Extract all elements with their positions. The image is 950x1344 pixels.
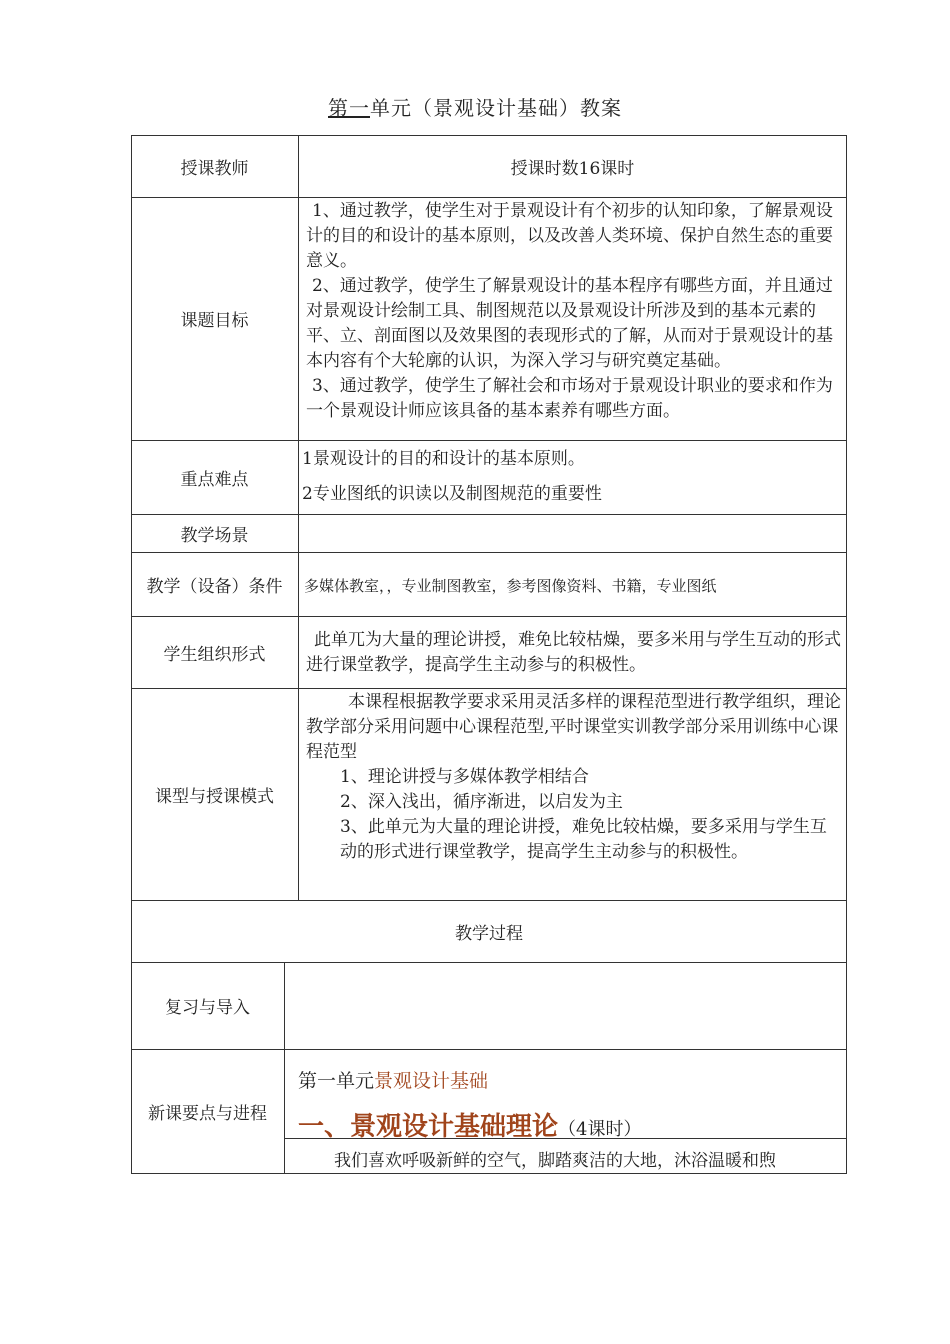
unit-name: 景观设计基础: [374, 1070, 489, 1092]
mode-label: 课型与授课模式: [155, 786, 274, 807]
conditions-value: 多媒体教室，，专业制图教室，参考图像资料、书籍，专业图纸: [304, 577, 717, 595]
goals-content: [306, 199, 842, 439]
mode-item: 1、理论讲授与多媒体教学相结合: [340, 767, 589, 787]
key-points-label: 重点难点: [180, 469, 249, 490]
key-points-content: [302, 447, 842, 507]
title-underlined: 第一: [328, 96, 370, 120]
unit-prefix: 第一单元: [298, 1070, 375, 1092]
conditions-label: 教学（设备）条件: [146, 576, 283, 597]
mode-intro: 本课程根据教学要求采用灵活多样的课程范型进行教学组织，理论教学部分采用问题中心课程范型,平时课堂实训教学部分采用训练中心课程范型: [306, 692, 841, 762]
new-lesson-label: 新课要点与进程: [148, 1104, 267, 1124]
organization-text: 此单兀为大量的理论讲授，难免比较枯燥，要多米用与学生互动的形式进行课堂教学，提高学生主动参与的积极性。: [306, 630, 841, 675]
goal-item: 3、通过教学，使学生了解社会和市场对于景观设计职业的要求和作为一个景观设计师应该具备的基本素养有哪些方面。: [306, 376, 833, 421]
new-lesson-unit: [298, 1066, 838, 1093]
mode-item: 3、此单元为大量的理论讲授，难免比较枯燥，要多采用与学生互动的形式进行课堂教学，提高学生主动参与的积极性。: [340, 817, 827, 862]
teacher-label: 授课教师: [180, 158, 249, 179]
goal-item: 1、通过教学，使学生对于景观设计有个初步的认知印象，了解景观设计的目的和设计的基本原则，以及改善人类环境、保护自然生态的重要意义。: [306, 201, 833, 271]
section-title: 一、景观设计基础理论: [298, 1112, 559, 1142]
review-label: 复习与导入: [165, 998, 250, 1018]
new-lesson-section: [298, 1106, 843, 1143]
teacher-hours: 授课时数16课时: [510, 158, 635, 179]
organization-content: [306, 628, 842, 678]
key-point-item: 1景观设计的目的和设计的基本原则。: [302, 449, 585, 469]
mode-item: 2、深入浅出，循序渐进，以启发为主: [340, 792, 623, 812]
process-label: 教学过程: [455, 923, 523, 944]
organization-label: 学生组织形式: [163, 644, 266, 665]
key-point-item: 2专业图纸的识读以及制图规范的重要性: [302, 484, 602, 504]
scene-label: 教学场景: [180, 525, 249, 546]
goal-item: 2、通过教学，使学生了解景观设计的基本程序有哪些方面，并且通过对景观设计绘制工具、制图规范以及景观设计所涉及到的基本元素的平、立、剖面图以及效果图的表现形式的了解，从而对于景观设计的基本内容有个大轮廓的认识，为深入学习与研究奠定基础。: [306, 276, 833, 371]
goals-label: 课题目标: [180, 311, 249, 331]
page-title: [0, 92, 950, 121]
new-lesson-body: 我们喜欢呼吸新鲜的空气，脚踏爽洁的大地，沐浴温暖和煦: [334, 1151, 776, 1171]
mode-content: [306, 690, 842, 865]
title-rest: 单元（景观设计基础）教案: [370, 96, 622, 120]
section-hours: （4课时）: [558, 1119, 642, 1140]
